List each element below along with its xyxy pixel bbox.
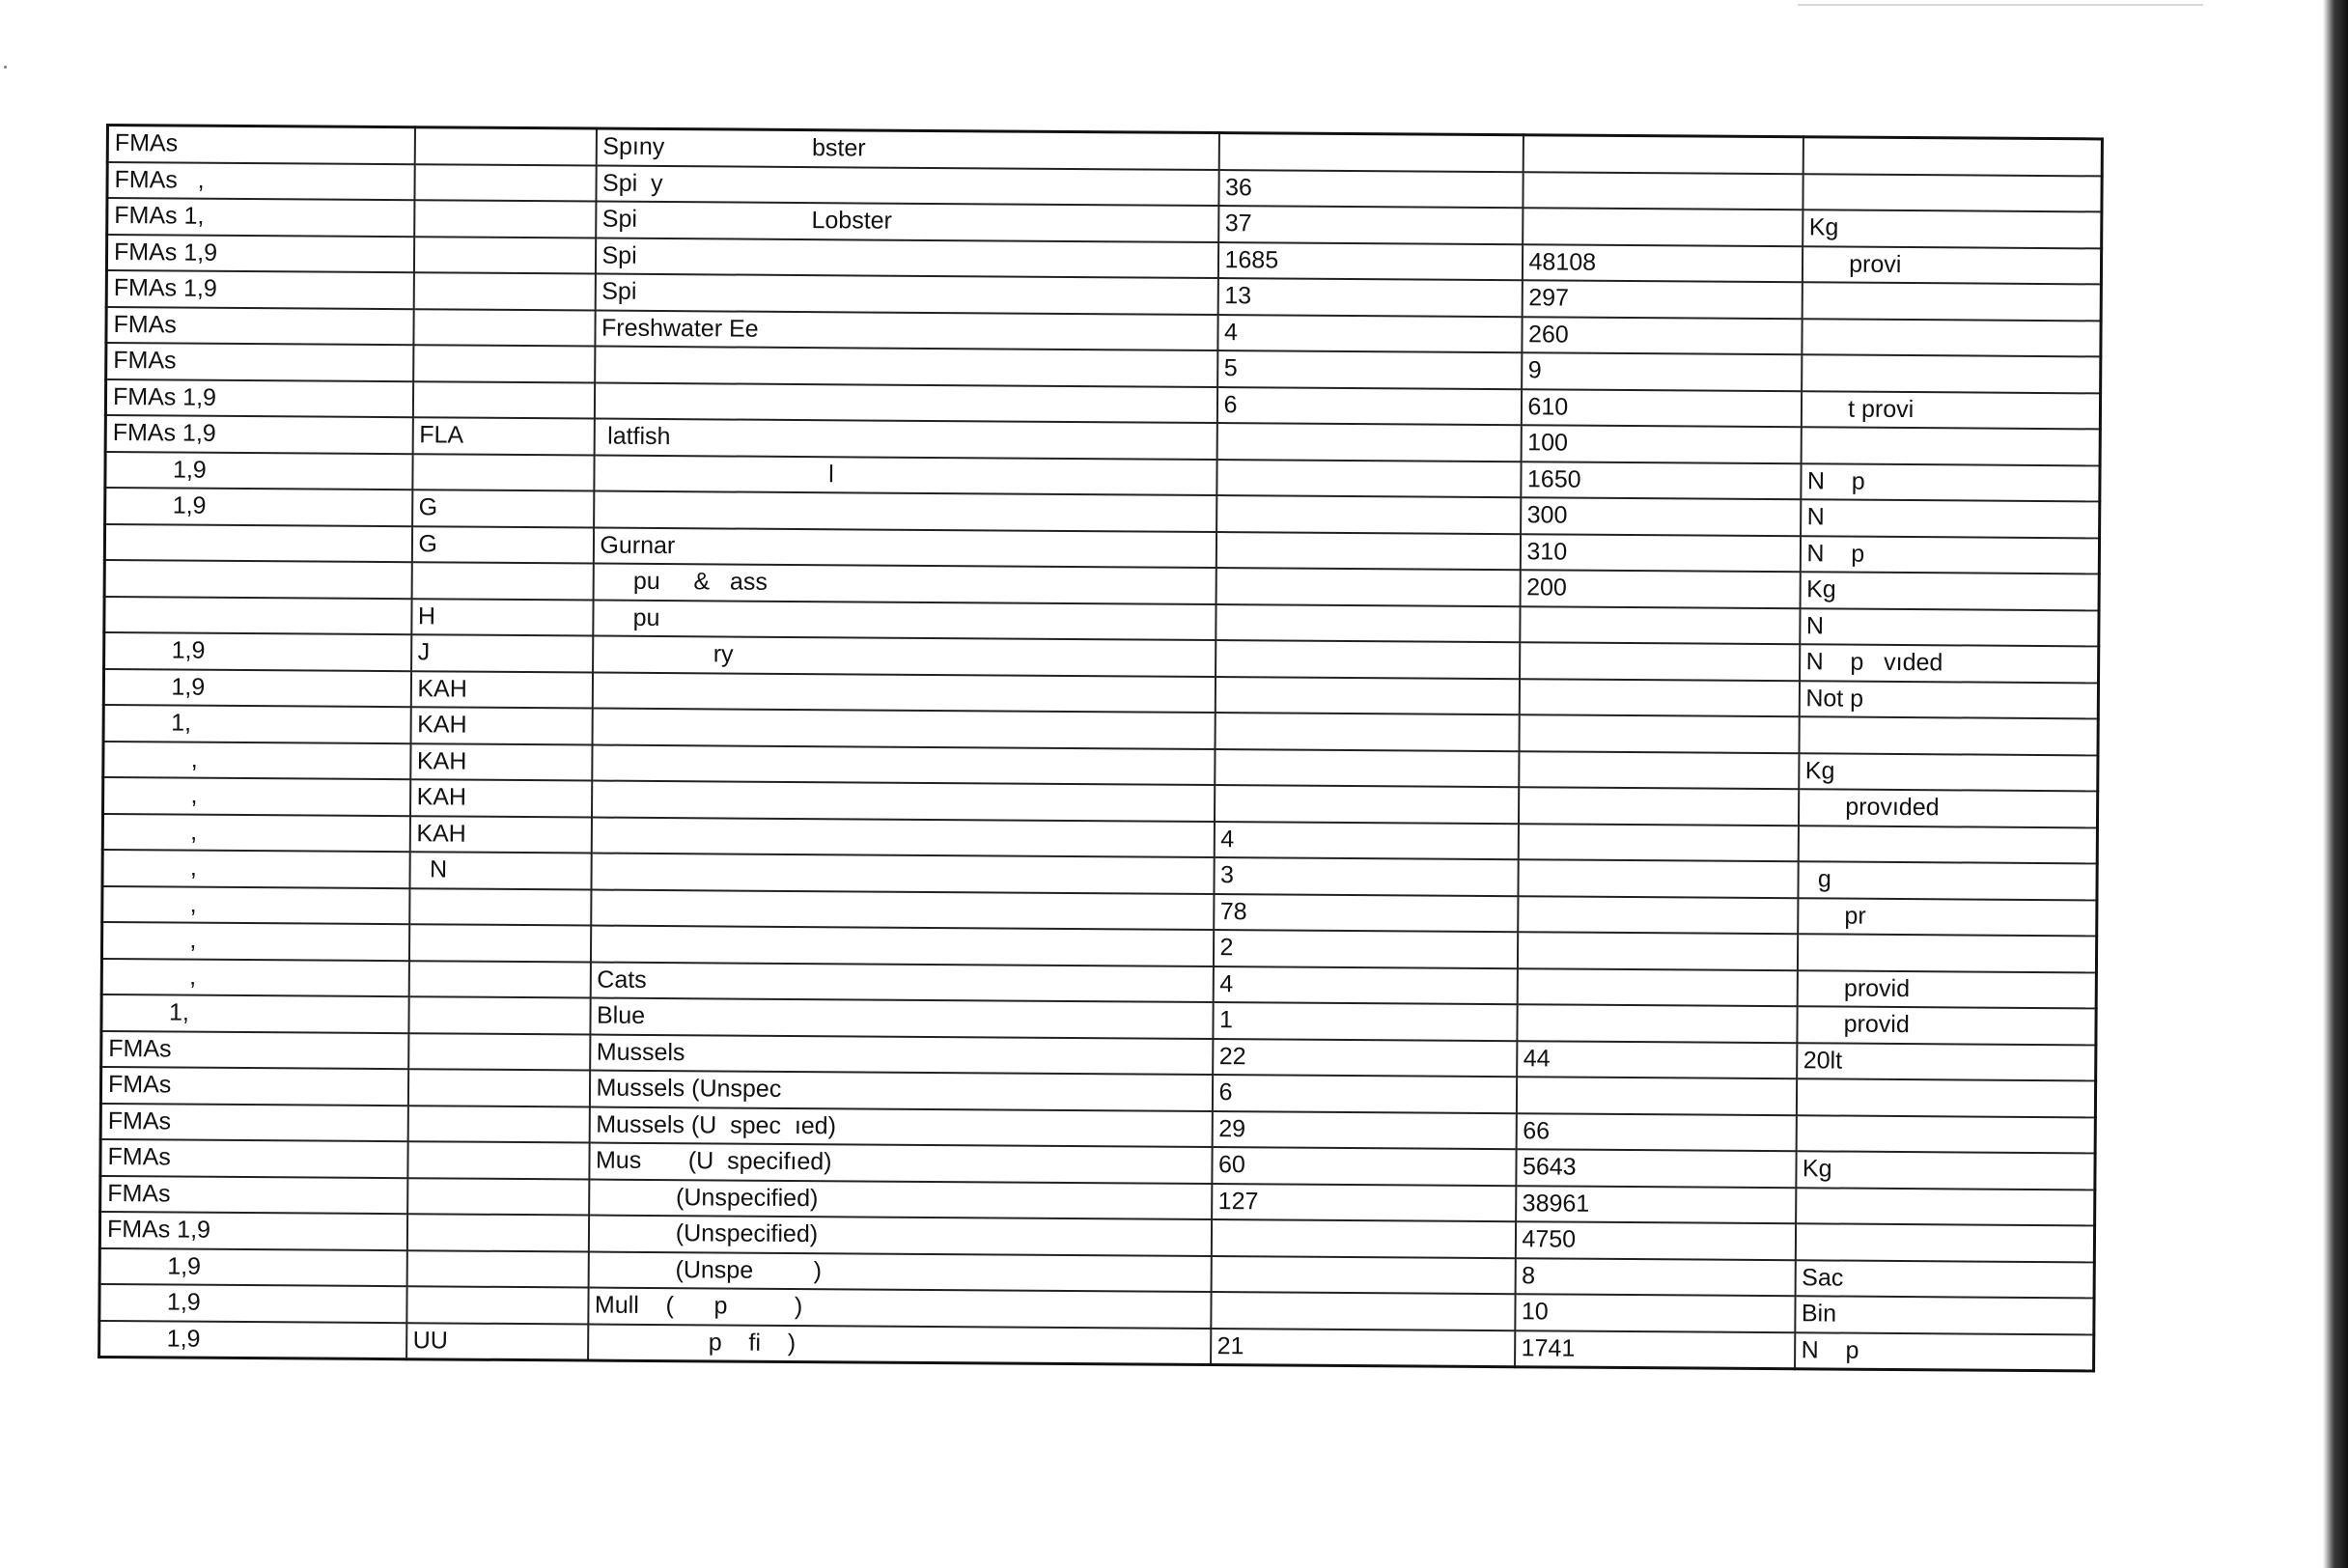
cell-area: FMAs bbox=[100, 1103, 407, 1141]
cell-unit bbox=[1795, 1223, 2094, 1262]
cell-code bbox=[408, 1033, 590, 1071]
cell-area: 1,9 bbox=[99, 1284, 406, 1323]
cell-quantity-1: 4 bbox=[1214, 822, 1518, 860]
cell-quantity-1: 4 bbox=[1217, 315, 1522, 353]
cell-quantity-2: 38961 bbox=[1516, 1186, 1796, 1224]
cell-code bbox=[407, 1069, 589, 1106]
cell-quantity-2: 300 bbox=[1521, 497, 1801, 536]
cell-code bbox=[413, 272, 595, 310]
cell-code: UU bbox=[406, 1323, 588, 1360]
cell-quantity-2: 10 bbox=[1515, 1294, 1795, 1332]
cell-quantity-1 bbox=[1211, 1219, 1515, 1258]
cell-code bbox=[414, 164, 596, 202]
cell-quantity-2: 1650 bbox=[1521, 462, 1801, 500]
cell-quantity-1 bbox=[1216, 532, 1520, 571]
cell-area: FMAs 1,9 bbox=[105, 379, 412, 418]
cell-species: Spi y bbox=[596, 165, 1218, 206]
cell-quantity-1: 13 bbox=[1217, 278, 1522, 317]
cell-species bbox=[590, 926, 1213, 966]
cell-quantity-2 bbox=[1520, 642, 1800, 681]
scan-speck bbox=[1798, 4, 2203, 6]
cell-area: FMAs 1,9 bbox=[99, 1212, 406, 1250]
cell-quantity-1: 21 bbox=[1211, 1329, 1515, 1367]
cell-unit: provıded bbox=[1798, 789, 2097, 827]
cell-species: Spıny bster bbox=[596, 128, 1218, 170]
cell-species: (Unspe ) bbox=[588, 1251, 1211, 1292]
cell-quantity-1: 78 bbox=[1214, 894, 1518, 933]
cell-unit bbox=[1801, 427, 2100, 465]
cell-code bbox=[408, 996, 590, 1034]
cell-species: Spi bbox=[595, 238, 1217, 278]
cell-species: Freshwater Ee bbox=[595, 310, 1217, 350]
cell-area: , bbox=[102, 813, 409, 852]
cell-area: , bbox=[102, 850, 409, 888]
cell-quantity-2 bbox=[1518, 824, 1798, 862]
cell-species: Spi bbox=[595, 274, 1217, 315]
cell-area: FMAs bbox=[106, 343, 413, 381]
cell-area: FMAs 1,9 bbox=[106, 235, 413, 273]
cell-unit: Kg bbox=[1799, 753, 2098, 792]
cell-area bbox=[104, 596, 411, 634]
cell-species: Mus (U specifıed) bbox=[589, 1143, 1212, 1184]
cell-quantity-1: 6 bbox=[1212, 1075, 1516, 1113]
cell-species bbox=[594, 491, 1216, 532]
cell-species bbox=[594, 382, 1216, 423]
cell-unit: Sac bbox=[1795, 1260, 2094, 1299]
cell-code bbox=[412, 454, 594, 491]
cell-quantity-2 bbox=[1516, 1077, 1796, 1115]
cell-quantity-2: 66 bbox=[1516, 1113, 1796, 1152]
cell-code bbox=[406, 1286, 588, 1324]
cell-quantity-1 bbox=[1216, 423, 1521, 462]
cell-quantity-2 bbox=[1518, 896, 1798, 935]
cell-species bbox=[591, 854, 1214, 894]
cell-quantity-1: 127 bbox=[1212, 1184, 1516, 1222]
cell-unit: pr bbox=[1798, 898, 2097, 937]
cell-quantity-2 bbox=[1523, 172, 1803, 210]
cell-unit: provi bbox=[1802, 246, 2101, 285]
cell-code: G bbox=[411, 526, 593, 564]
cell-quantity-1: 29 bbox=[1212, 1111, 1516, 1150]
cell-area: 1,9 bbox=[103, 668, 410, 707]
cell-area: 1, bbox=[101, 994, 408, 1033]
cell-unit: Kg bbox=[1796, 1151, 2095, 1190]
cell-area bbox=[104, 560, 411, 599]
cell-species: latfish bbox=[594, 419, 1216, 460]
cell-species: Spi Lobster bbox=[596, 202, 1218, 242]
cell-quantity-2: 610 bbox=[1521, 389, 1801, 428]
cell-unit: N p bbox=[1795, 1332, 2094, 1371]
cell-code bbox=[411, 562, 593, 600]
cell-area: FMAs 1, bbox=[107, 198, 414, 237]
cell-code: G bbox=[412, 490, 594, 527]
cell-species bbox=[591, 889, 1214, 930]
cell-area: FMAs 1,9 bbox=[106, 270, 413, 309]
cell-area: 1,9 bbox=[105, 488, 412, 526]
cell-code: KAH bbox=[410, 779, 592, 817]
cell-unit bbox=[1802, 282, 2101, 321]
cell-area: 1, bbox=[103, 705, 410, 743]
cell-quantity-2 bbox=[1518, 859, 1798, 898]
cell-quantity-1: 1685 bbox=[1217, 242, 1522, 281]
cell-unit: N p vıded bbox=[1800, 644, 2099, 683]
cell-quantity-2: 5643 bbox=[1516, 1149, 1796, 1188]
cell-unit: N p bbox=[1800, 536, 2099, 574]
cell-unit: N p bbox=[1801, 463, 2100, 502]
scan-speck bbox=[4, 66, 7, 69]
cell-area: FMAs , bbox=[107, 162, 414, 201]
cell-unit: t provi bbox=[1801, 391, 2100, 430]
cell-unit bbox=[1803, 174, 2102, 212]
cell-code bbox=[407, 1178, 589, 1216]
cell-unit: g bbox=[1798, 861, 2097, 900]
cell-quantity-2 bbox=[1519, 714, 1799, 753]
cell-quantity-1 bbox=[1211, 1256, 1515, 1295]
catch-table bbox=[98, 124, 2104, 1372]
cell-area: FMAs bbox=[101, 1030, 408, 1069]
cell-quantity-2 bbox=[1518, 787, 1798, 826]
cell-quantity-2: 260 bbox=[1522, 317, 1802, 355]
cell-unit bbox=[1796, 1188, 2095, 1226]
cell-quantity-1: 6 bbox=[1216, 387, 1521, 426]
document-sheet bbox=[98, 124, 2101, 1372]
cell-code: KAH bbox=[410, 671, 592, 709]
cell-quantity-2 bbox=[1517, 968, 1797, 1007]
cell-code bbox=[413, 309, 595, 347]
cell-quantity-1 bbox=[1216, 495, 1521, 534]
cell-species: Cats bbox=[590, 962, 1213, 1002]
cell-quantity-2: 1741 bbox=[1515, 1330, 1795, 1369]
cell-quantity-1 bbox=[1216, 604, 1520, 643]
cell-unit: N bbox=[1801, 499, 2100, 538]
cell-species bbox=[591, 817, 1214, 857]
cell-area bbox=[104, 524, 411, 563]
cell-area: 1,9 bbox=[99, 1320, 406, 1358]
cell-quantity-1: 2 bbox=[1213, 930, 1517, 968]
cell-area: , bbox=[102, 885, 409, 924]
cell-quantity-1: 3 bbox=[1214, 857, 1518, 896]
cell-area: , bbox=[101, 922, 408, 961]
cell-unit bbox=[1796, 1078, 2095, 1117]
cell-quantity-2 bbox=[1523, 208, 1803, 246]
cell-area: , bbox=[103, 777, 410, 816]
cell-quantity-1: 37 bbox=[1218, 206, 1523, 244]
cell-code bbox=[414, 200, 596, 238]
cell-code bbox=[413, 237, 595, 274]
cell-quantity-1 bbox=[1216, 460, 1521, 498]
cell-unit: Bin bbox=[1795, 1296, 2094, 1334]
cell-unit: 20lt bbox=[1797, 1043, 2096, 1081]
cell-species: p fi ) bbox=[588, 1324, 1211, 1365]
cell-species: pu bbox=[593, 600, 1216, 640]
cell-unit bbox=[1799, 716, 2098, 755]
cell-quantity-2 bbox=[1520, 606, 1800, 645]
cell-unit: Not p bbox=[1799, 681, 2098, 719]
cell-quantity-1 bbox=[1215, 749, 1519, 788]
cell-quantity-2: 48108 bbox=[1522, 244, 1802, 283]
cell-quantity-1: 36 bbox=[1218, 170, 1523, 209]
cell-quantity-1 bbox=[1218, 133, 1523, 172]
cell-species: Mussels (U spec ıed) bbox=[589, 1106, 1212, 1147]
cell-code bbox=[407, 1141, 589, 1179]
cell-species: (Unspecified) bbox=[588, 1216, 1211, 1256]
cell-quantity-2 bbox=[1517, 1004, 1797, 1043]
cell-quantity-1 bbox=[1216, 568, 1520, 606]
cell-unit: provid bbox=[1797, 1006, 2096, 1045]
cell-species bbox=[592, 672, 1215, 713]
cell-species: ry bbox=[593, 636, 1216, 677]
cell-quantity-1 bbox=[1215, 713, 1519, 751]
cell-quantity-1: 1 bbox=[1213, 1002, 1517, 1041]
cell-area: FMAs bbox=[100, 1175, 407, 1214]
cell-quantity-2 bbox=[1519, 679, 1799, 717]
cell-unit: Kg bbox=[1803, 210, 2102, 248]
cell-unit: Kg bbox=[1800, 572, 2099, 610]
cell-code: J bbox=[411, 634, 593, 672]
cell-area: , bbox=[103, 741, 410, 779]
cell-species: Mussels (Unspec bbox=[589, 1071, 1212, 1111]
cell-area: 1,9 bbox=[104, 632, 411, 671]
cell-quantity-2: 310 bbox=[1520, 534, 1800, 573]
cell-species: Mussels bbox=[590, 1034, 1213, 1075]
cell-quantity-2 bbox=[1519, 751, 1799, 790]
cell-species bbox=[591, 781, 1214, 822]
cell-quantity-2 bbox=[1517, 932, 1797, 970]
cell-code bbox=[414, 127, 596, 165]
cell-quantity-1: 22 bbox=[1213, 1039, 1517, 1078]
cell-code bbox=[406, 1214, 588, 1251]
cell-quantity-1: 60 bbox=[1212, 1147, 1516, 1186]
cell-code bbox=[409, 888, 591, 926]
cell-quantity-1 bbox=[1215, 677, 1519, 715]
cell-unit bbox=[1802, 319, 2101, 357]
cell-quantity-2: 4750 bbox=[1515, 1221, 1795, 1260]
cell-unit bbox=[1803, 137, 2102, 176]
cell-species: l bbox=[594, 455, 1216, 495]
cell-species bbox=[595, 347, 1217, 387]
cell-unit: provid bbox=[1797, 970, 2096, 1009]
cell-area: FMAs bbox=[100, 1067, 407, 1106]
cell-area: FMAs bbox=[106, 307, 413, 346]
cell-species: (Unspecified) bbox=[589, 1179, 1212, 1219]
cell-area: FMAs bbox=[100, 1139, 407, 1178]
cell-code bbox=[408, 961, 590, 998]
cell-code: H bbox=[411, 599, 593, 636]
cell-code bbox=[413, 345, 595, 382]
cell-code: FLA bbox=[412, 417, 594, 455]
table-body bbox=[99, 126, 2103, 1371]
cell-quantity-1: 5 bbox=[1217, 350, 1522, 389]
cell-unit bbox=[1802, 354, 2101, 393]
cell-code: KAH bbox=[410, 743, 592, 781]
cell-area: FMAs 1,9 bbox=[105, 415, 412, 454]
cell-area: 1,9 bbox=[105, 452, 412, 490]
cell-code: N bbox=[409, 852, 591, 889]
cell-code bbox=[406, 1250, 588, 1288]
cell-species: Gurnar bbox=[593, 527, 1216, 568]
cell-code: KAH bbox=[409, 816, 591, 854]
cell-quantity-1: 4 bbox=[1213, 966, 1517, 1005]
cell-quantity-1 bbox=[1214, 785, 1518, 824]
cell-quantity-1 bbox=[1216, 640, 1520, 679]
scan-edge-shadow bbox=[2323, 0, 2348, 1568]
cell-quantity-2 bbox=[1523, 135, 1803, 174]
cell-species bbox=[592, 709, 1215, 749]
cell-area: FMAs bbox=[107, 126, 414, 164]
cell-unit bbox=[1797, 934, 2096, 972]
cell-quantity-2: 297 bbox=[1522, 280, 1802, 319]
cell-code bbox=[412, 381, 594, 419]
cell-unit bbox=[1798, 826, 2097, 864]
cell-species: Blue bbox=[590, 998, 1213, 1039]
cell-unit bbox=[1796, 1115, 2095, 1154]
cell-species: Mull ( p ) bbox=[588, 1288, 1211, 1329]
cell-species: pu & ass bbox=[593, 564, 1216, 604]
cell-quantity-2: 44 bbox=[1517, 1041, 1797, 1079]
cell-quantity-2: 200 bbox=[1520, 570, 1800, 608]
cell-species bbox=[592, 744, 1215, 785]
cell-code bbox=[407, 1106, 589, 1143]
cell-quantity-1 bbox=[1211, 1292, 1515, 1330]
cell-code bbox=[408, 924, 590, 962]
cell-quantity-2: 100 bbox=[1521, 425, 1801, 463]
cell-unit: N bbox=[1800, 608, 2099, 647]
cell-area: , bbox=[101, 958, 408, 996]
cell-code: KAH bbox=[410, 707, 592, 744]
cell-quantity-2: 8 bbox=[1515, 1258, 1795, 1297]
cell-quantity-2: 9 bbox=[1522, 352, 1802, 391]
cell-area: 1,9 bbox=[99, 1247, 406, 1286]
